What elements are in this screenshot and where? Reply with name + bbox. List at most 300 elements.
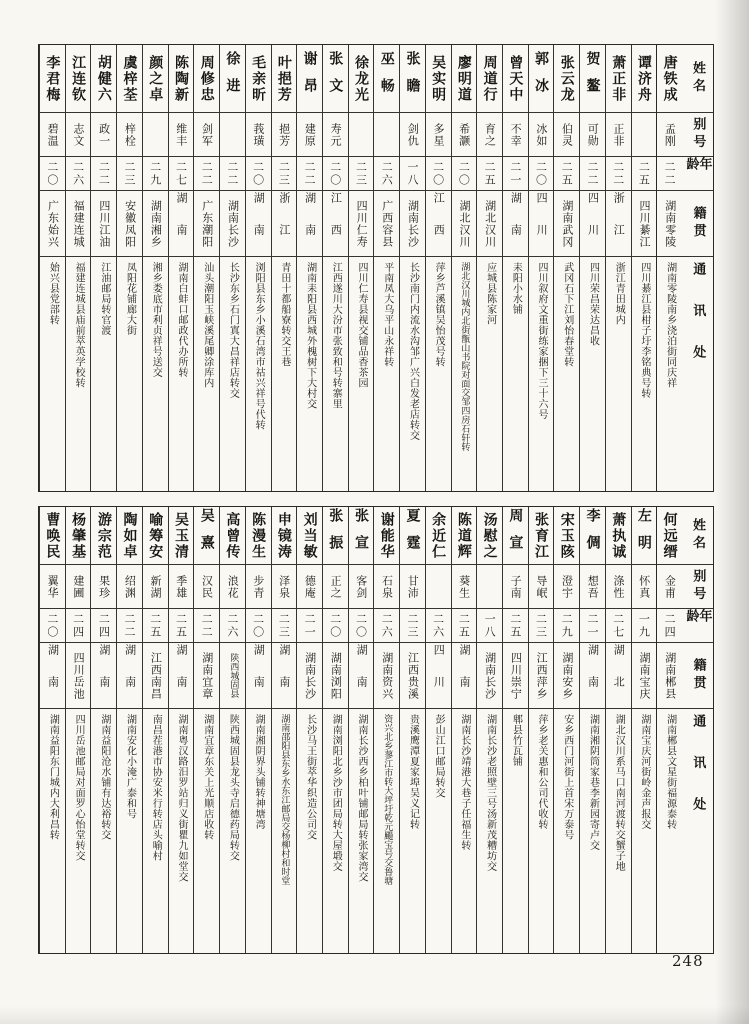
entry-age: 一九 [632,609,657,643]
entry-address: 湘乡娄底市利贞祥号送交 [150,262,162,378]
entry-address: 湖南湘阴界头铺转神塘湾 [253,714,265,830]
entry-column [296,45,322,491]
entry-native-place: 湖南 [349,643,374,709]
header-name: 姓名 [682,507,713,565]
entry-address: 湖南长沙靖港大巷子任福生转 [458,714,470,851]
entry-alias: 政一 [91,113,116,157]
entry-name: 李倜 [580,507,605,565]
entry-name: 周修忠 [194,45,219,113]
entry-name: 张文 [323,45,348,113]
entry-name: 虞梓荃 [117,45,142,113]
entry-address: 四川岳池邮局对面罗心怡堂转交 [73,714,85,861]
entry-column [399,45,425,491]
entry-alias [426,565,451,609]
entry-address: 湖南益阳沧水铺有达裕转交 [98,714,110,840]
entry-alias: 正之 [323,565,348,609]
entry-alias: 季雄 [169,565,194,609]
entry-column [579,507,605,953]
entry-native-place: 湖南长沙 [297,643,322,709]
entry-alias: 澄宇 [554,565,579,609]
entry-alias: 剑军 [194,113,219,157]
entry-name: 徐进 [220,45,245,113]
entry-address: 福建连城县庙前萃英学校转 [73,262,85,388]
entry-native-place: 湖南 [40,643,65,709]
entry-column [656,507,682,953]
entry-address: 湖南安化小淹广泰和号 [124,714,136,819]
entry-native-place: 湖南郴县 [657,643,682,709]
entry-address: 湖南益阳东门城内大利昌转 [47,714,59,840]
entry-alias: 维丰 [169,113,194,157]
entry-age: 二四 [66,609,91,643]
header-native-place: 籍贯 [682,191,713,257]
entry-alias: 可勋 [580,113,605,157]
entry-address: 湖南宜章东关上光顺店收转 [201,714,213,840]
entry-address: 萍乡芦溪镇吴怡茂号转 [433,262,445,367]
entry-address: 四川叙府文重街练家捆下三十六号 [536,262,548,420]
entry-column [451,45,477,491]
entry-column [656,45,682,491]
entry-native-place: 湖南宜章 [194,643,219,709]
entry-name: 毛亲昕 [246,45,271,113]
entry-age: 二六 [426,609,451,643]
entry-native-place: 湖南长沙 [220,191,245,257]
entry-alias [477,565,502,609]
entry-column [193,507,219,953]
entry-native-place: 四川崇宁 [503,643,528,709]
entry-column [348,45,374,491]
entry-native-place: 陕西城固县 [220,643,245,709]
entry-name: 宋玉陔 [554,507,579,565]
entry-native-place: 四川 [426,643,451,709]
entry-address: 青田十都船寮转交王巷 [278,262,290,367]
entry-address: 湖南粤汉路汨罗站归义街瞿九如堂交 [175,714,187,882]
header-alias: 别号 [682,113,713,157]
entry-age: 二〇 [323,609,348,643]
entry-name: 吴玉清 [169,507,194,565]
entry-alias: 怀真 [632,565,657,609]
header-native-place: 籍贯 [682,643,713,709]
entry-column [296,507,322,953]
entry-alias: 冰如 [529,113,554,157]
entry-age: 二二 [297,157,322,191]
entry-alias: 建圃 [66,565,91,609]
header-alias: 别号 [682,565,713,609]
entry-age: 二二 [657,157,682,191]
entry-address: 湖南零陵南乡浇泊街同庆祥 [664,262,676,388]
entry-alias: 莪璜 [246,113,271,157]
entry-name: 张云龙 [554,45,579,113]
entry-address: 四川荣昌荣达昌收 [587,262,599,346]
entry-alias: 不幸 [503,113,528,157]
entry-column [193,45,219,491]
entry-column [90,507,116,953]
entry-alias: 石泉 [374,565,399,609]
entry-age: 二七 [606,609,631,643]
entry-age: 二三 [272,157,297,191]
entry-age: 二五 [143,609,168,643]
entry-alias: 想吾 [580,565,605,609]
entry-native-place: 江西 [426,191,451,257]
entry-alias: 绍渊 [117,565,142,609]
header-address: 通讯处 [690,262,706,387]
entry-address: 湖南白蚌口邮政代办所转 [175,262,187,378]
entry-name: 张瞻 [400,45,425,113]
entry-column [65,507,91,953]
entry-age: 二一 [503,157,528,191]
entry-name: 李君梅 [40,45,65,113]
entry-address: 汕头潮阳玉峡溪尾卿涂库内 [201,262,213,388]
entry-native-place: 浙江 [272,191,297,257]
entry-column [90,45,116,491]
entry-address: 郫县竹瓦铺 [510,714,522,767]
entry-native-place: 四川 [580,191,605,257]
entry-column [116,45,142,491]
entry-alias: 碧温 [40,113,65,157]
entry-age: 二六 [374,157,399,191]
header-column [682,45,713,491]
entry-alias: 伯灵 [554,113,579,157]
entry-alias: 梓栓 [117,113,142,157]
entry-alias: 挹芳 [272,113,297,157]
entry-address: 平南凤大乌平山永祥转 [381,262,393,367]
entry-age: 二五 [554,157,579,191]
entry-native-place: 湖南 [169,643,194,709]
entry-native-place: 湖南武冈 [554,191,579,257]
entry-age: 二〇 [452,157,477,191]
entry-native-place: 广西容县 [374,191,399,257]
entry-alias: 建原 [297,113,322,157]
entry-alias: 汉民 [194,565,219,609]
entry-address: 陕西城固县龙头寺启德药局转交 [227,714,239,861]
entry-native-place: 浙江 [606,191,631,257]
entry-age: 二五 [632,157,657,191]
page-number: 248 [672,952,704,970]
entry-age: 二六 [220,609,245,643]
entry-column [451,507,477,953]
entry-age: 二〇 [40,157,65,191]
entry-column [168,45,194,491]
entry-address: 长沙南门内流水沟邹广兴白发老店转交 [407,262,419,441]
entry-column [219,45,245,491]
entry-name: 夏霆 [400,507,425,565]
entry-age: 二〇 [349,609,374,643]
entry-alias: 希灏 [452,113,477,157]
entry-name: 江连钦 [66,45,91,113]
entry-age: 一八 [400,157,425,191]
entry-alias [143,113,168,157]
entry-name: 左明 [632,507,657,565]
entry-column [142,45,168,491]
entry-column [322,45,348,491]
entry-name: 徐龙光 [349,45,374,113]
entry-column [425,507,451,953]
entry-address: 资兴北乡蓼江市转大坪圩乾元颺宝号交鲁塘 [382,714,393,885]
entry-name: 喻筹安 [143,507,168,565]
entry-native-place: 湖南 [117,643,142,709]
entry-name: 曹唤民 [40,507,65,565]
entry-name: 萧执诚 [606,507,631,565]
entry-column [425,45,451,491]
entry-column [39,45,65,491]
entry-column [605,507,631,953]
entry-column [39,507,65,953]
entry-name: 萧正非 [606,45,631,113]
entry-age: 二三 [349,157,374,191]
entry-address: 浏阳县东乡小溪石湾市祜兴祥号代转 [253,262,265,430]
entry-address: 四川仁寿县视交铺品香茶园 [356,262,368,388]
entry-name: 陈道辉 [452,507,477,565]
entry-address: 湖南耒阳县西城外槐树下大村交 [304,262,316,409]
entry-native-place: 湖南零陵 [657,191,682,257]
entry-column [476,507,502,953]
entry-age: 二二 [194,609,219,643]
entry-age: 二〇 [40,609,65,643]
entry-column [245,45,271,491]
entry-native-place: 江西 [323,191,348,257]
entry-name: 申镜涛 [272,507,297,565]
entry-alias [220,113,245,157]
entry-address: 四川綦江县柑子圩李铭典号转 [638,262,650,399]
entry-address: 浙江青田城内 [613,262,625,325]
entry-name: 余近仁 [426,507,451,565]
entry-column [502,507,528,953]
entry-address: 长沙东乡石门寘大昌祥店转交 [227,262,239,399]
entry-native-place: 四川江油 [91,191,116,257]
entry-alias: 泽泉 [272,565,297,609]
entry-column [553,45,579,491]
entry-name: 陈漫生 [246,507,271,565]
entry-address: 湖南邵阳县东乡水东江邮局交杨柳村和时堂 [279,714,290,885]
entry-alias: 金甫 [657,565,682,609]
entry-alias: 多星 [426,113,451,157]
entry-native-place: 湖南宝庆 [632,643,657,709]
entry-alias: 育之 [477,113,502,157]
entry-column [271,507,297,953]
entry-address: 始兴县党部转 [47,262,59,325]
entry-age: 二三 [117,157,142,191]
directory-tables [38,44,714,954]
entry-column [373,45,399,491]
entry-address: 湖北汉川系马口南河渡转交蟹子地 [613,714,625,872]
header-age: 年龄 [682,157,713,191]
entry-native-place: 湖北汉川 [452,191,477,257]
entry-name: 张振 [323,507,348,565]
entry-name: 张宣 [349,507,374,565]
entry-age: 二〇 [529,157,554,191]
entry-alias: 新湖 [143,565,168,609]
entry-name: 谢能华 [374,507,399,565]
entry-name: 唐铁成 [657,45,682,113]
entry-age: 二四 [657,609,682,643]
entry-column [245,507,271,953]
entry-native-place: 湖南 [297,191,322,257]
entry-column [271,45,297,491]
entry-address: 湖南湘阴筒家巷李新园寄卢交 [587,714,599,851]
entry-alias: 孟刚 [657,113,682,157]
entry-name: 吴实明 [426,45,451,113]
entry-column [168,507,194,953]
entry-address: 安乡西门河街上首宋万泰号 [561,714,573,840]
entry-name: 高曾传 [220,507,245,565]
entry-column [631,45,657,491]
entry-native-place: 湖南 [452,643,477,709]
entry-address: 湖南长沙西乡柏叶铺邮局转张家湾交 [356,714,368,882]
header-name: 姓名 [682,45,713,113]
entry-name: 叶挹芳 [272,45,297,113]
entry-column [553,507,579,953]
entry-column [322,507,348,953]
entry-age: 二二 [117,609,142,643]
entry-name: 周宣 [503,507,528,565]
entry-native-place: 湖南 [91,643,116,709]
entry-alias [632,113,657,157]
entry-age: 二三 [272,609,297,643]
entry-address: 湖南浏阳北乡沙市团局转大屋塅交 [330,714,342,872]
entry-native-place: 四川仁寿 [349,191,374,257]
entry-alias: 葵生 [452,565,477,609]
entry-age: 二六 [374,609,399,643]
entry-alias: 甘沛 [400,565,425,609]
entry-native-place: 四川岳池 [66,643,91,709]
entry-address: 江油邮局转官渡 [98,262,110,336]
entry-name: 曾天中 [503,45,528,113]
entry-alias: 客剑 [349,565,374,609]
entry-address: 耒阳小水铺 [510,262,522,315]
entry-name: 何远缙 [657,507,682,565]
entry-native-place: 江西贵溪 [400,643,425,709]
entry-native-place: 湖南湘乡 [143,191,168,257]
entry-native-place: 四川綦江 [632,191,657,257]
entry-alias [374,113,399,157]
entry-name: 张育江 [529,507,554,565]
entry-age: 二三 [529,609,554,643]
entry-age: 二五 [503,609,528,643]
directory-table-top [38,44,714,492]
entry-column [348,507,374,953]
entry-address: 湖南郴县文星街福源泰转 [664,714,676,830]
entry-age: 二六 [66,157,91,191]
entry-name: 巫畅 [374,45,399,113]
entry-column [528,507,554,953]
entry-name: 吴熹 [194,507,219,565]
header-column [682,507,713,953]
entry-column [373,507,399,953]
entry-column [528,45,554,491]
entry-age: 二一 [580,609,605,643]
entry-column [476,45,502,491]
entry-alias: 导岷 [529,565,554,609]
entry-alias: 寿元 [323,113,348,157]
entry-age: 二〇 [246,157,271,191]
entry-age: 二五 [169,609,194,643]
entry-column [142,507,168,953]
entry-address: 长沙马王街萃华织造公司交 [304,714,316,840]
entry-native-place: 湖南资兴 [374,643,399,709]
entry-address: 湖北汉川城内北街甑山书院对面交邹四房石轩转 [459,262,470,451]
entry-column [65,45,91,491]
entry-native-place: 广东始兴 [40,191,65,257]
entry-name: 陈陶新 [169,45,194,113]
entry-age: 二二 [580,157,605,191]
entry-name: 廖明道 [452,45,477,113]
entry-native-place: 湖南浏阳 [323,643,348,709]
entry-native-place: 安徽凤阳 [117,191,142,257]
entry-name: 游宗范 [91,507,116,565]
entry-address: 萍乡老关惠和公司代收转 [536,714,548,830]
entry-column [502,45,528,491]
entry-age: 二二 [606,157,631,191]
entry-native-place: 湖北汉川 [477,191,502,257]
entry-age: 二九 [143,157,168,191]
entry-native-place: 福建连城 [66,191,91,257]
entry-column [116,507,142,953]
entry-native-place: 湖北 [606,643,631,709]
entry-alias [349,113,374,157]
entry-age: 二七 [169,157,194,191]
entry-address: 南昌茬港市协安米行转店头喻村 [150,714,162,861]
entry-native-place: 湖南 [169,191,194,257]
entry-column [399,507,425,953]
entry-age: 二一 [297,609,322,643]
entry-alias: 果珍 [91,565,116,609]
entry-column [579,45,605,491]
entry-age: 二四 [91,609,116,643]
entry-native-place: 四川 [529,191,554,257]
entry-name: 谭济舟 [632,45,657,113]
entry-alias: 正非 [606,113,631,157]
entry-native-place: 湖南 [580,643,605,709]
entry-alias: 子南 [503,565,528,609]
entry-name: 郭冰 [529,45,554,113]
entry-age: 二九 [554,609,579,643]
entry-alias: 志文 [66,113,91,157]
entry-age: 二〇 [246,609,271,643]
entry-alias: 步青 [246,565,271,609]
entry-native-place: 广东潮阳 [194,191,219,257]
entry-age: 二〇 [323,157,348,191]
entry-name: 颜之卓 [143,45,168,113]
directory-table-bottom [38,506,714,954]
entry-name: 汤慰之 [477,507,502,565]
entry-name: 陶如卓 [117,507,142,565]
entry-native-place: 湖南长沙 [477,643,502,709]
entry-column [605,45,631,491]
entry-address: 凤阳花铺廊大街 [124,262,136,336]
entry-age: 二三 [400,609,425,643]
entry-name: 胡健六 [91,45,116,113]
entry-address: 彭山江口邮局转交 [433,714,445,798]
entry-alias: 翼华 [40,565,65,609]
entry-name: 杨肇基 [66,507,91,565]
entry-age: 二五 [452,609,477,643]
entry-native-place: 湖南 [503,191,528,257]
entry-alias: 德庵 [297,565,322,609]
entry-alias: 浪花 [220,565,245,609]
entry-age: 二〇 [426,157,451,191]
entry-name: 周道行 [477,45,502,113]
entry-name: 贺鳌 [580,45,605,113]
entry-native-place: 江西南昌 [143,643,168,709]
header-age: 年龄 [682,609,713,643]
entry-address: 江西遂川大汾市张致和号转寨里 [330,262,342,409]
entry-native-place: 湖南安乡 [554,643,579,709]
entry-address: 武冈石下江刘怡春堂转 [561,262,573,367]
entry-age: 二二 [194,157,219,191]
entry-address: 贵溪鹰潭夏家埠吴义记转 [407,714,419,830]
entry-address: 应城县陈家河 [484,262,496,325]
entry-native-place: 湖南 [246,191,271,257]
entry-name: 谢昂 [297,45,322,113]
